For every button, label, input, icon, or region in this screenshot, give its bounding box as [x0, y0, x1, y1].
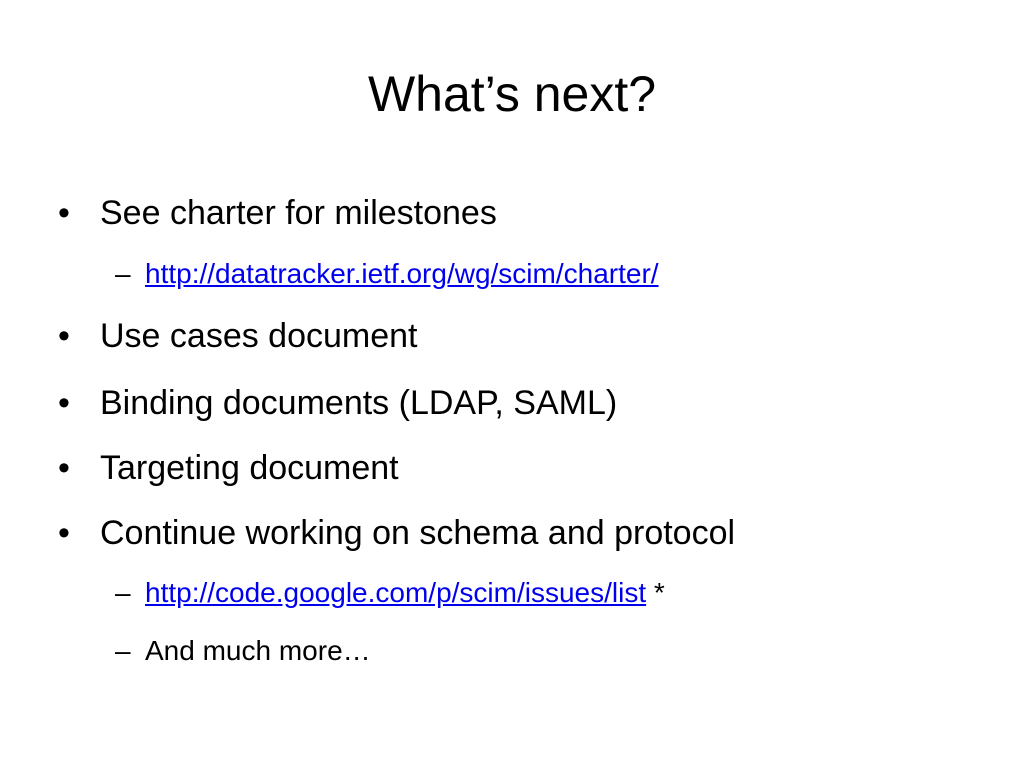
slide-title: What’s next?	[367, 66, 657, 122]
bullet-glyph: •	[58, 194, 70, 232]
sub-item-issues-link	[115, 575, 665, 611]
issues-link[interactable]: http://code.google.com/p/scim/issues/list	[145, 577, 647, 608]
bullet-item-binding	[58, 381, 617, 425]
bullet-text: Use cases document	[100, 317, 418, 355]
dash-glyph: –	[115, 577, 131, 608]
bullet-text: Binding documents (LDAP, SAML)	[100, 384, 618, 422]
sub-item-charter-link	[115, 256, 659, 292]
dash-glyph: –	[115, 635, 131, 666]
bullet-text: See charter for milestones	[100, 194, 497, 232]
issues-suffix: *	[646, 577, 665, 608]
bullet-item-charter	[58, 191, 497, 235]
bullet-item-targeting	[58, 446, 399, 490]
bullet-item-use-cases	[58, 314, 418, 358]
bullet-glyph: •	[58, 514, 70, 552]
charter-link[interactable]: http://datatracker.ietf.org/wg/scim/charter/	[145, 258, 659, 289]
sub-item-much-more	[115, 633, 371, 669]
dash-glyph: –	[115, 258, 131, 289]
bullet-glyph: •	[58, 449, 70, 487]
bullet-glyph: •	[58, 317, 70, 355]
bullet-item-continue	[58, 511, 735, 555]
sub-item-text: And much more…	[145, 635, 371, 666]
bullet-text: Continue working on schema and protocol	[100, 514, 736, 552]
bullet-glyph: •	[58, 384, 70, 422]
bullet-text: Targeting document	[100, 449, 399, 487]
